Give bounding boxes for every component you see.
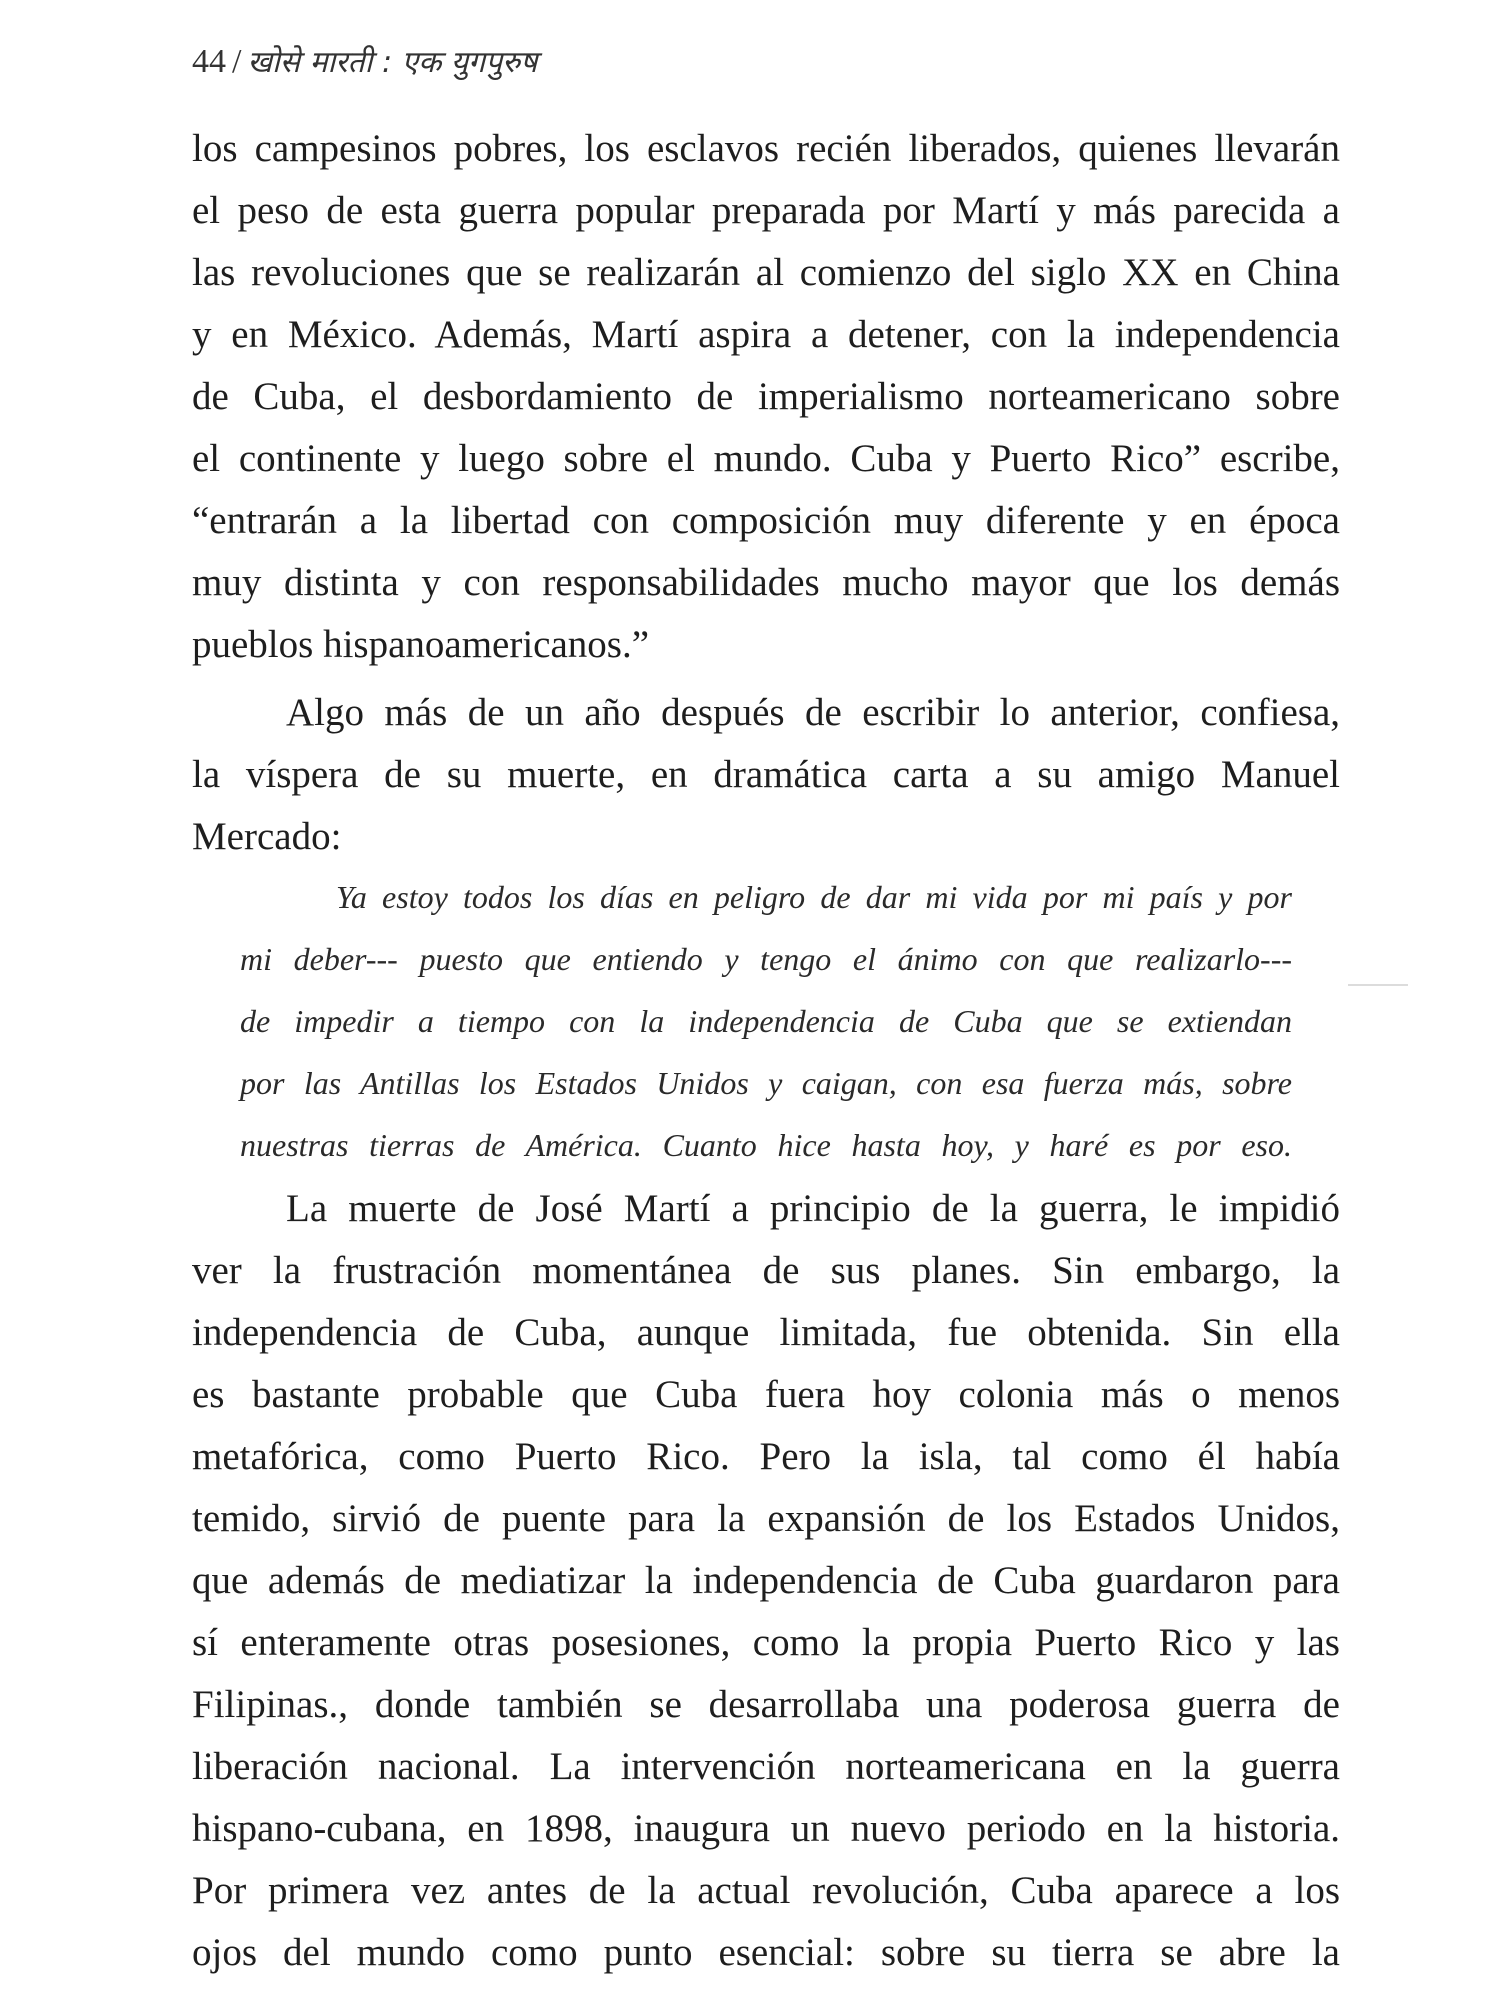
text-line: las revoluciones que se realizarán al comienzo del siglo XX en China [192,251,1340,294]
text-line: ojos del mundo como punto esencial: sobre su tierra se abre la [192,1931,1340,1974]
text-line: y en México. Además, Martí aspira a detener, con la independencia [192,313,1340,356]
quote-line: Ya estoy todos los días en peligro de dar mi vida por mi país y por [336,879,1292,915]
text-line: Filipinas., donde también se desarrollaba una poderosa guerra de [192,1683,1340,1726]
block-quote [240,866,1292,1176]
paragraph-3 [192,1178,1340,1984]
text-line: la víspera de su muerte, en dramática carta a su amigo Manuel [192,753,1340,796]
text-line: ver la frustración momentánea de sus planes. Sin embargo, la [192,1249,1340,1292]
text-line: Mercado: [192,815,342,858]
paragraph-2 [192,682,1340,868]
text-line: pueblos hispanoamericanos.” [192,623,650,666]
text-line: liberación nacional. La intervención norteamericana en la guerra [192,1745,1340,1788]
quote-line: de impedir a tiempo con la independencia de Cuba que se extiendan [240,1003,1292,1039]
book-title: खोसे मारती : एक युगपुरुष [247,45,538,80]
running-header [192,40,537,81]
header-separator: / [232,43,242,80]
text-line: temido, sirvió de puente para la expansión de los Estados Unidos, [192,1497,1340,1540]
text-line: hispano-cubana, en 1898, inaugura un nuevo periodo en la historia. [192,1807,1340,1850]
text-line: de Cuba, el desbordamiento de imperialismo norteamericano sobre [192,375,1340,418]
paragraph-1 [192,118,1340,676]
text-line: “entrarán a la libertad con composición muy diferente y en época [192,499,1340,542]
text-line: La muerte de José Martí a principio de la guerra, le impidió [286,1187,1340,1230]
text-line: Algo más de un año después de escribir lo anterior, confiesa, [286,691,1340,734]
text-line: el continente y luego sobre el mundo. Cuba y Puerto Rico” escribe, [192,437,1340,480]
quote-line: nuestras tierras de América. Cuanto hice hasta hoy, y haré es por eso. [240,1127,1292,1163]
page-number: 44 [192,43,226,80]
scan-mark [1348,984,1408,986]
text-line: que además de mediatizar la independencia de Cuba guardaron para [192,1559,1340,1602]
text-line: muy distinta y con responsabilidades mucho mayor que los demás [192,561,1340,604]
quote-line: por las Antillas los Estados Unidos y caigan, con esa fuerza más, sobre [240,1065,1292,1101]
text-line: es bastante probable que Cuba fuera hoy colonia más o menos [192,1373,1340,1416]
text-line: el peso de esta guerra popular preparada por Martí y más parecida a [192,189,1340,232]
text-line: Por primera vez antes de la actual revolución, Cuba aparece a los [192,1869,1340,1912]
text-line: metafórica, como Puerto Rico. Pero la isla, tal como él había [192,1435,1340,1478]
quote-line: mi deber--- puesto que entiendo y tengo el ánimo con que realizarlo--- [240,941,1292,977]
text-line: los campesinos pobres, los esclavos recién liberados, quienes llevarán [192,127,1340,170]
text-line: independencia de Cuba, aunque limitada, fue obtenida. Sin ella [192,1311,1340,1354]
text-line: sí enteramente otras posesiones, como la propia Puerto Rico y las [192,1621,1340,1664]
